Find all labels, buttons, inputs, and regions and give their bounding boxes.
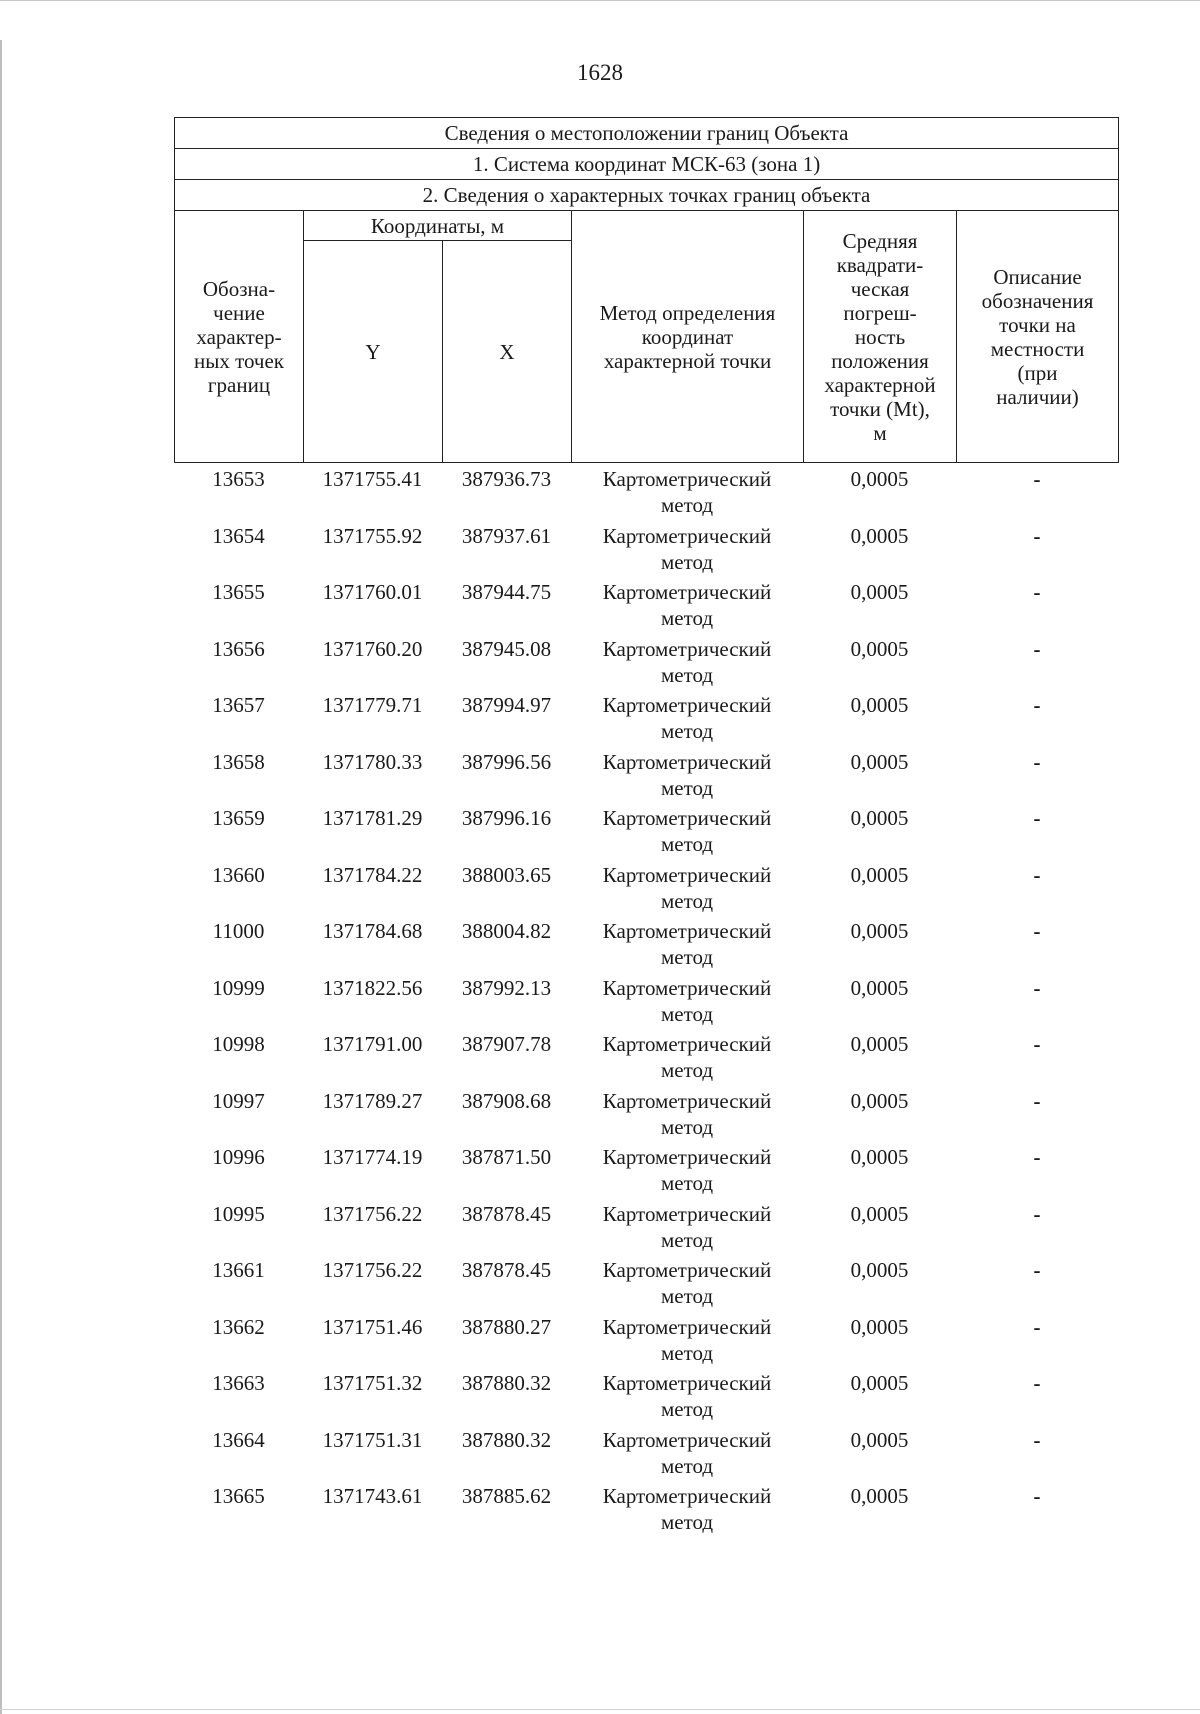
coord-y: 1371751.46 [322,1314,423,1339]
coord-x: 388004.82 [461,919,552,943]
point-description: - [1033,919,1041,943]
mean-error: 0,0005 [850,1314,909,1339]
coord-y: 1371791.00 [322,1032,423,1056]
point-description: - [1033,580,1041,604]
method: Картометрический метод [602,919,772,969]
method: Картометрический метод [602,1032,772,1082]
points-table [174,466,1118,1540]
point-id: 13661 [212,1258,265,1282]
mean-error: 0,0005 [850,1088,909,1113]
point-description: - [1033,1484,1041,1508]
method: Картометрический метод [602,1088,772,1139]
point-description: - [1033,693,1041,717]
table-row [174,692,1118,749]
coord-x: 387994.97 [461,693,552,717]
mean-error: 0,0005 [850,636,909,661]
coord-x: 387880.27 [461,1314,552,1339]
coord-x: 387878.45 [461,1201,552,1226]
coord-y: 1371760.20 [322,636,423,661]
coord-y: 1371756.22 [322,1201,423,1226]
mean-error: 0,0005 [850,467,909,491]
col-y: Y [304,241,443,463]
col-method: Метод определения координат характерной точки [572,211,804,463]
point-description: - [1033,1371,1041,1395]
point-description: - [1033,1258,1041,1282]
coord-x: 387885.62 [461,1484,552,1508]
scan-left-edge [0,40,2,1714]
point-description: - [1033,806,1041,830]
mean-error: 0,0005 [850,862,909,887]
table-row [174,918,1118,975]
page-number: 1628 [577,60,623,85]
table-row [174,1427,1118,1484]
method: Картометрический метод [602,806,772,856]
point-id: 10995 [212,1201,265,1226]
point-description: - [1033,862,1041,887]
coord-y: 1371760.01 [322,580,423,604]
mean-error: 0,0005 [850,1484,909,1508]
table-row [174,1088,1118,1145]
point-id: 10997 [212,1088,265,1113]
mean-error: 0,0005 [850,749,909,774]
point-id: 10999 [212,975,265,1000]
coord-y: 1371784.22 [322,862,423,887]
table-row [174,523,1118,580]
method: Картометрический метод [602,1371,772,1421]
col-coordinates: Координаты, м [304,211,572,241]
header-section-row [175,180,1119,211]
method: Картометрический метод [602,1201,772,1252]
point-id: 13664 [212,1427,265,1452]
points-body [174,466,1118,1540]
coord-x: 387992.13 [461,975,552,1000]
coord-y: 1371751.32 [322,1371,423,1395]
coord-x: 387880.32 [461,1427,552,1452]
coord-y: 1371784.68 [322,919,423,943]
table-row [174,1144,1118,1201]
table-row [174,579,1118,636]
table-row [174,636,1118,693]
point-id: 13663 [212,1371,265,1395]
point-description: - [1033,1032,1041,1056]
col-designation: Обозна- чение характер- ных точек границ [175,211,304,463]
coord-y: 1371822.56 [322,975,423,1000]
coord-y: 1371781.29 [322,806,423,830]
method: Картометрический метод [602,1314,772,1365]
mean-error: 0,0005 [850,523,909,548]
table-row [174,749,1118,806]
point-id: 13659 [212,806,265,830]
table-row [174,1370,1118,1427]
method: Картометрический метод [602,467,772,517]
table-row [174,975,1118,1032]
point-id: 13655 [212,580,265,604]
table-row [174,1314,1118,1371]
coord-x: 387878.45 [461,1258,552,1282]
mean-error: 0,0005 [850,1427,909,1452]
coord-x: 387937.61 [461,523,552,548]
table-row [174,862,1118,919]
mean-error: 0,0005 [850,975,909,1000]
point-description: - [1033,1088,1041,1113]
method: Картометрический метод [602,1258,772,1308]
coord-y: 1371779.71 [322,693,423,717]
method: Картометрический метод [602,749,772,800]
point-id: 13665 [212,1484,265,1508]
coord-x: 387880.32 [461,1371,552,1395]
point-description: - [1033,523,1041,548]
method: Картометрический метод [602,862,772,913]
method: Картометрический метод [602,1484,772,1534]
method: Картометрический метод [602,975,772,1026]
col-x: X [443,241,572,463]
point-description: - [1033,467,1041,491]
coord-y: 1371755.41 [322,467,423,491]
coord-x: 387996.16 [461,806,552,830]
point-id: 11000 [212,919,265,943]
header-system-row [175,149,1119,180]
column-header-row [175,211,1119,241]
coord-y: 1371755.92 [322,523,423,548]
coord-y: 1371774.19 [322,1145,423,1169]
header-table [174,117,1119,463]
point-id: 13657 [212,693,265,717]
method: Картометрический метод [602,636,772,687]
point-id: 13662 [212,1314,265,1339]
point-description: - [1033,1427,1041,1452]
table-row [174,1257,1118,1314]
table-row [174,1201,1118,1258]
point-id: 13658 [212,749,265,774]
mean-error: 0,0005 [850,1258,909,1282]
coord-x: 387908.68 [461,1088,552,1113]
point-id: 10996 [212,1145,265,1169]
point-description: - [1033,636,1041,661]
method: Картометрический метод [602,1145,772,1195]
table-row [174,1483,1118,1540]
mean-error: 0,0005 [850,806,909,830]
mean-error: 0,0005 [850,1371,909,1395]
point-description: - [1033,975,1041,1000]
point-description: - [1033,1145,1041,1169]
method: Картометрический метод [602,523,772,574]
table-row [174,805,1118,862]
coord-y: 1371756.22 [322,1258,423,1282]
coord-x: 388003.65 [461,862,552,887]
point-id: 13654 [212,523,265,548]
coord-x: 387945.08 [461,636,552,661]
point-id: 13653 [212,467,265,491]
coord-x: 387944.75 [461,580,552,604]
section-title: 2. Сведения о характерных точках границ объекта [175,180,1119,211]
point-description: - [1033,749,1041,774]
scan-top-edge [0,0,1200,1]
point-description: - [1033,1201,1041,1226]
method: Картометрический метод [602,1427,772,1478]
mean-error: 0,0005 [850,919,909,943]
mean-error: 0,0005 [850,693,909,717]
coord-y: 1371789.27 [322,1088,423,1113]
point-id: 13656 [212,636,265,661]
coord-y: 1371751.31 [322,1427,423,1452]
method: Картометрический метод [602,693,772,743]
mean-error: 0,0005 [850,1145,909,1169]
scan-bottom-edge [0,1709,1200,1710]
coord-x: 387936.73 [461,467,552,491]
mean-error: 0,0005 [850,1032,909,1056]
table-row [174,466,1118,523]
table-row [174,1031,1118,1088]
mean-error: 0,0005 [850,580,909,604]
coord-x: 387871.50 [461,1145,552,1169]
coordinate-system: 1. Система координат МСК-63 (зона 1) [175,149,1119,180]
coord-x: 387996.56 [461,749,552,774]
coord-x: 387907.78 [461,1032,552,1056]
header-title-row [175,118,1119,149]
point-id: 10998 [212,1032,265,1056]
coord-y: 1371743.61 [322,1484,423,1508]
point-description: - [1033,1314,1041,1339]
method: Картометрический метод [602,580,772,630]
coord-y: 1371780.33 [322,749,423,774]
col-description: Описание обозначения точки на местности (при наличии) [957,211,1119,463]
mean-error: 0,0005 [850,1201,909,1226]
header-title: Сведения о местоположении границ Объекта [175,118,1119,149]
point-id: 13660 [212,862,265,887]
col-error: Средняя квадрати- ческая погреш- ность положения характерной точки (Mt), м [804,211,957,463]
